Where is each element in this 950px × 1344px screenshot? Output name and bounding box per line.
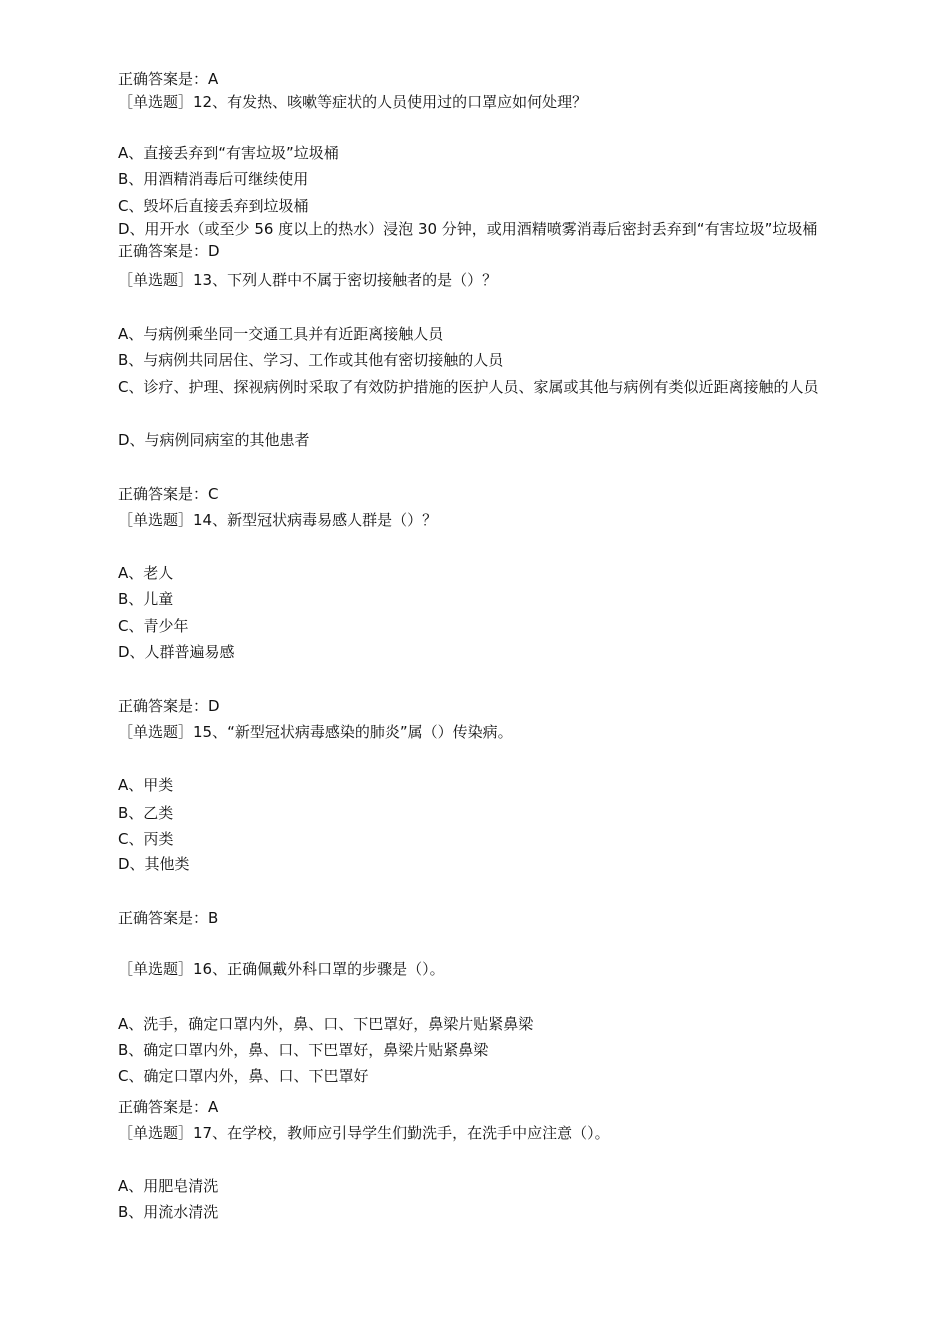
option-12-c: C、毁坏后直接丢弃到垃圾桶 — [118, 197, 309, 215]
answer-14: 正确答案是：D — [118, 697, 220, 715]
option-15-b: B、乙类 — [118, 804, 174, 822]
option-16-a: A、洗手，确定口罩内外，鼻、口、下巴罩好，鼻梁片贴紧鼻梁 — [118, 1015, 534, 1033]
option-15-c: C、丙类 — [118, 830, 174, 848]
question-14: ［单选题］14、新型冠状病毒易感人群是（）？ — [118, 511, 438, 529]
option-12-b: B、用酒精消毒后可继续使用 — [118, 170, 309, 188]
question-17: ［单选题］17、在学校，教师应引导学生们勤洗手，在洗手中应注意（）。 — [118, 1124, 610, 1142]
option-13-b: B、与病例共同居住、学习、工作或其他有密切接触的人员 — [118, 351, 504, 369]
option-14-c: C、青少年 — [118, 617, 189, 635]
option-17-a: A、用肥皂清洗 — [118, 1177, 219, 1195]
answer-11: 正确答案是：A — [118, 70, 219, 88]
question-12: ［单选题］12、有发热、咳嗽等症状的人员使用过的口罩应如何处理？ — [118, 93, 588, 111]
option-12-d-with-answer: D、用开水（或至少 56 度以上的热水）浸泡 30 分钟，或用酒精喷雾消毒后密封丢弃到“有害垃圾”垃圾桶正确答案是：D — [118, 220, 818, 260]
answer-16: 正确答案是：A — [118, 1098, 219, 1116]
option-13-c: C、诊疗、护理、探视病例时采取了有效防护措施的医护人员、家属或其他与病例有类似近距离接触的人员 — [118, 378, 819, 396]
option-17-b: B、用流水清洗 — [118, 1203, 219, 1221]
option-14-a: A、老人 — [118, 564, 174, 582]
option-13-d: D、与病例同病室的其他患者 — [118, 431, 310, 449]
option-16-b: B、确定口罩内外，鼻、口、下巴罩好，鼻梁片贴紧鼻梁 — [118, 1041, 489, 1059]
answer-15: 正确答案是：B — [118, 909, 219, 927]
question-15: ［单选题］15、“新型冠状病毒感染的肺炎”属（）传染病。 — [118, 723, 513, 741]
question-16: ［单选题］16、正确佩戴外科口罩的步骤是（）。 — [118, 960, 445, 978]
option-16-c: C、确定口罩内外，鼻、口、下巴罩好 — [118, 1067, 369, 1085]
option-15-a: A、甲类 — [118, 776, 174, 794]
question-13: ［单选题］13、下列人群中不属于密切接触者的是（）？ — [118, 271, 498, 289]
option-14-b: B、儿童 — [118, 590, 174, 608]
option-13-a: A、与病例乘坐同一交通工具并有近距离接触人员 — [118, 325, 444, 343]
answer-13: 正确答案是：C — [118, 485, 219, 503]
option-14-d: D、人群普遍易感 — [118, 643, 235, 661]
option-15-d: D、其他类 — [118, 855, 190, 873]
option-12-a: A、直接丢弃到“有害垃圾”垃圾桶 — [118, 144, 339, 162]
